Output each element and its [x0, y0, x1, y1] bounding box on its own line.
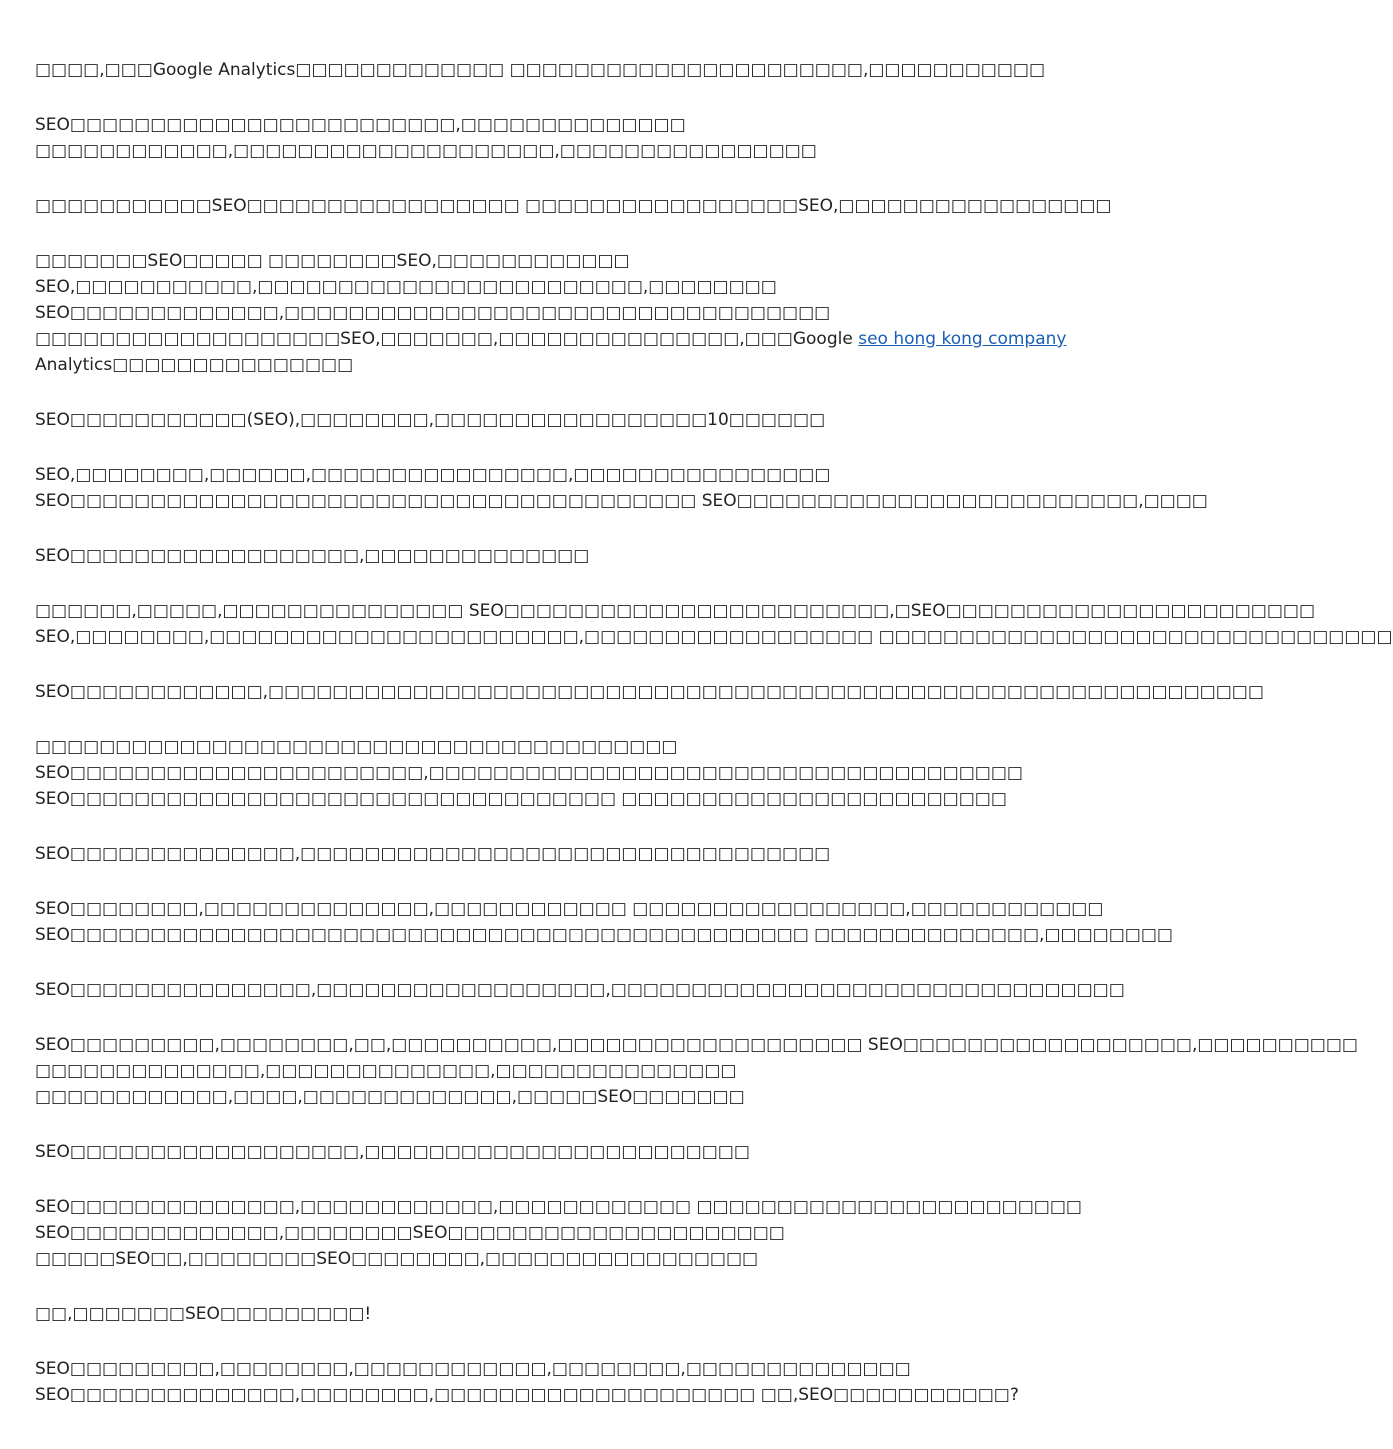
paragraph	[35, 679, 1264, 705]
line-text: □□□□□□□□□□□□,□□□□,□□□□□□□□□□□□□,□□□□□SEO□□□□□□□	[35, 1087, 745, 1107]
text-line	[35, 248, 995, 274]
text-line	[35, 896, 1104, 922]
line-text: SEO□□□□□□□□□□□□□□,□□□□□□□□,□□□□□□□□□□□□□□□□□□□□ □□,SEO□□□□□□□□□□□?	[35, 1385, 1019, 1405]
line-text: □□□□□□□□□□□□□□□□□□□SEO,□□□□□□□,□□□□□□□□□□□□□□□,□□□Google	[35, 329, 859, 349]
text-line	[35, 352, 995, 378]
paragraph	[35, 112, 995, 164]
text-line	[35, 1220, 995, 1246]
line-text: SEO□□□□□□□□□□□□□,□□□□□□□□□□□□□□□□□□□□□□□□□□□□□□□□□□	[35, 303, 831, 323]
line-text: □□□□□□□□□□□□,□□□□□□□□□□□□□□□□□□□□,□□□□□□□□□□□□□□□□	[35, 141, 817, 161]
line-text: □□□□□□□SEO□□□□□ □□□□□□□□SEO,□□□□□□□□□□□□	[35, 251, 630, 271]
paragraph	[35, 1356, 1019, 1408]
line-text: SEO□□□□□□□□□□□□□□□□□□□□□□□□□□□□□□□□□□□□□□□□□□□□□□ □□□□□□□□□□□□□□,□□□□□□□□	[35, 925, 1173, 945]
text-line	[35, 1084, 995, 1110]
text-line	[35, 598, 1316, 624]
line-text: SEO□□□□□□□□□□□□□□□□□□□□□□,□□□□□□□□□□□□□□□□□□□□□□□□□□□□□□□□□□□□□	[35, 763, 1023, 783]
paragraph	[35, 977, 1125, 1003]
line-text: SEO□□□□□□□□□□□□□□□,□□□□□□□□□□□□□□□□□□,□□□□□□□□□□□□□□□□□□□□□□□□□□□□□□□□	[35, 980, 1125, 1000]
line-text: SEO□□□□□□□□□□□□□□,□□□□□□□□□□□□□□□□□□□□□□□□□□□□□□□□□	[35, 844, 831, 864]
line-text: □□□□,□□□Google Analytics□□□□□□□□□□□□□ □□□□□□□□□□□□□□□□□□□□□□,□□□□□□□□□□□	[35, 60, 1046, 80]
paragraph	[35, 543, 995, 569]
line-text: □□,□□□□□□□SEO□□□□□□□□□!	[35, 1304, 372, 1324]
line-text: SEO□□□□□□□□□□□□□□□□□□,□□□□□□□□□□□□□□□□□□□□□□□□	[35, 1142, 750, 1162]
paragraph	[35, 1139, 995, 1165]
line-text: □□□□□□□□□□□SEO□□□□□□□□□□□□□□□□□ □□□□□□□□□□□□□□□□□SEO,□□□□□□□□□□□□□□□□□	[35, 196, 1112, 216]
document-body	[35, 57, 1393, 1437]
text-line	[35, 841, 995, 867]
text-line	[35, 760, 1023, 786]
text-line	[35, 1301, 995, 1327]
paragraph	[35, 1301, 995, 1327]
line-text: SEO□□□□□□□□,□□□□□□□□□□□□□□,□□□□□□□□□□□□ □□□□□□□□□□□□□□□□□,□□□□□□□□□□□□	[35, 899, 1104, 919]
paragraph	[35, 734, 1023, 812]
line-text: SEO□□□□□□□□□□□□□,□□□□□□□□SEO□□□□□□□□□□□□□□□□□□□□□	[35, 1223, 785, 1243]
text-line	[35, 679, 1264, 705]
paragraph	[35, 896, 1173, 948]
line-text: □□□□□□□□□□□□□□□□□□□□□□□□□□□□□□□□□□□□□□□□	[35, 737, 678, 757]
line-text: SEO□□□□□□□□□□□□□□,□□□□□□□□□□□□,□□□□□□□□□□□□ □□□□□□□□□□□□□□□□□□□□□□□□	[35, 1197, 1082, 1217]
text-line	[35, 462, 995, 488]
paragraph	[35, 598, 1393, 650]
paragraph	[35, 1032, 1358, 1110]
line-text: SEO□□□□□□□□□□□□□□□□□□□□□□□□,□□□□□□□□□□□□□□	[35, 115, 686, 135]
text-line	[35, 1246, 995, 1272]
text-line	[35, 624, 1393, 650]
paragraph	[35, 248, 1067, 378]
line-text: SEO□□□□□□□□□,□□□□□□□□,□□,□□□□□□□□□□,□□□□□□□□□□□□□□□□□□□ SEO□□□□□□□□□□□□□□□□□□,□□□□□□□□□□	[35, 1035, 1358, 1055]
line-text: SEO,□□□□□□□□,□□□□□□,□□□□□□□□□□□□□□□□,□□□□□□□□□□□□□□□□	[35, 465, 831, 485]
text-line	[35, 1058, 995, 1084]
text-line	[35, 274, 995, 300]
text-line	[35, 1382, 1019, 1408]
text-line	[35, 1194, 1082, 1220]
text-line	[35, 488, 1208, 514]
text-line	[35, 326, 1067, 352]
line-text: □□□□□□□□□□□□□□,□□□□□□□□□□□□□□,□□□□□□□□□□□□□□□	[35, 1061, 737, 1081]
text-line	[35, 543, 995, 569]
text-line	[35, 977, 1125, 1003]
text-line	[35, 407, 995, 433]
text-line	[35, 1139, 995, 1165]
text-line	[35, 734, 995, 760]
text-line	[35, 922, 1173, 948]
paragraph	[35, 193, 1112, 219]
line-text: SEO□□□□□□□□□□□□□□□□□□,□□□□□□□□□□□□□□	[35, 546, 590, 566]
text-line	[35, 193, 1112, 219]
text-line	[35, 138, 995, 164]
line-text: SEO,□□□□□□□□,□□□□□□□□□□□□□□□□□□□□□□□,□□□□□□□□□□□□□□□□□□ □□□□□□□□□□□□□□□□□□□□□□□□□□□□□□□□	[35, 627, 1393, 647]
line-text: Analytics□□□□□□□□□□□□□□□	[35, 355, 354, 375]
text-line	[35, 786, 1007, 812]
line-text: SEO□□□□□□□□□□□(SEO),□□□□□□□□,□□□□□□□□□□□□□□□□□10□□□□□□	[35, 410, 826, 430]
paragraph	[35, 841, 995, 867]
text-line	[35, 112, 995, 138]
line-text: □□□□□□,□□□□□,□□□□□□□□□□□□□□□ SEO□□□□□□□□□□□□□□□□□□□□□□□□,□SEO□□□□□□□□□□□□□□□□□□□□□□□	[35, 601, 1316, 621]
text-line	[35, 1032, 1358, 1058]
paragraph	[35, 462, 1208, 514]
paragraph	[35, 57, 1046, 83]
line-text: SEO□□□□□□□□□,□□□□□□□□,□□□□□□□□□□□□,□□□□□□□□,□□□□□□□□□□□□□□	[35, 1359, 911, 1379]
line-text: SEO□□□□□□□□□□□□,□□□□□□□□□□□□□□□□□□□□□□□□□□□□□□□□□□□□□□□□□□□□□□□□□□□□□□□□□□□□□□	[35, 682, 1264, 702]
text-line	[35, 300, 995, 326]
text-line	[35, 1356, 995, 1382]
line-text: SEO□□□□□□□□□□□□□□□□□□□□□□□□□□□□□□□□□□ □□□□□□□□□□□□□□□□□□□□□□□□	[35, 789, 1007, 809]
seo-company-link[interactable]: seo hong kong company	[858, 329, 1067, 349]
paragraph	[35, 407, 995, 433]
text-line	[35, 57, 1046, 83]
line-text: SEO,□□□□□□□□□□□,□□□□□□□□□□□□□□□□□□□□□□□□,□□□□□□□□	[35, 277, 777, 297]
line-text: SEO□□□□□□□□□□□□□□□□□□□□□□□□□□□□□□□□□□□□□□□ SEO□□□□□□□□□□□□□□□□□□□□□□□□□,□□□□	[35, 491, 1208, 511]
line-text: □□□□□SEO□□,□□□□□□□□SEO□□□□□□□□,□□□□□□□□□□□□□□□□□	[35, 1249, 759, 1269]
paragraph	[35, 1194, 1082, 1272]
